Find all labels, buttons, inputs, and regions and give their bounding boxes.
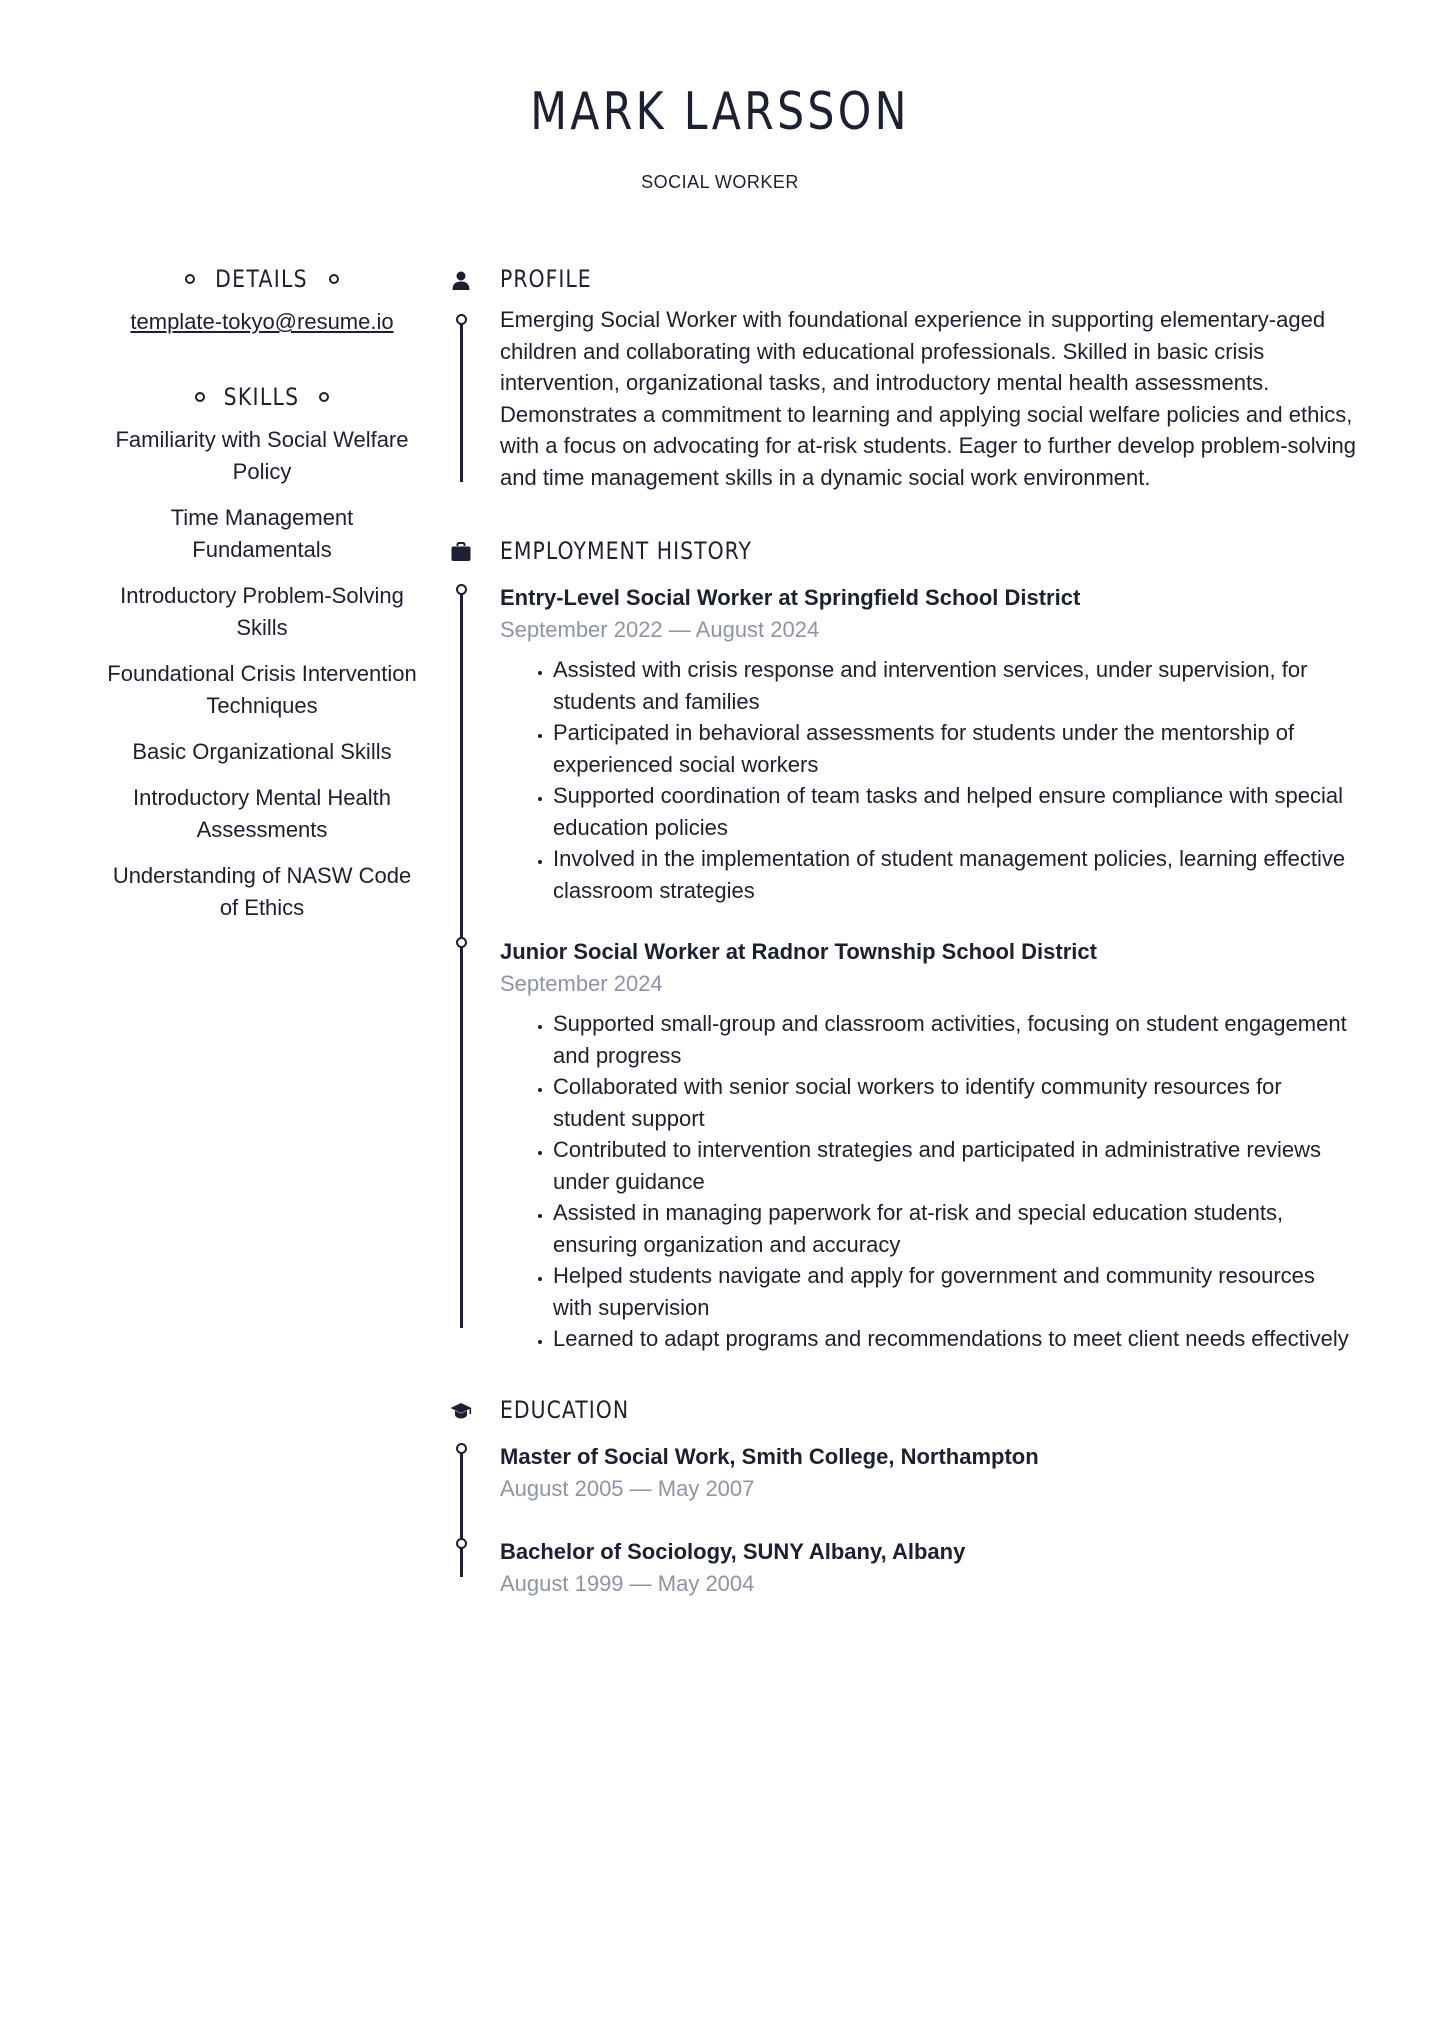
timeline-dot [456, 584, 467, 595]
education-title: Master of Social Work, Smith College, Northampton [500, 1443, 1039, 1469]
education-entry [500, 1536, 1360, 1600]
job-dates: September 2022 — August 2024 [500, 617, 820, 642]
job-dates: September 2024 [500, 971, 663, 996]
education-title: Bachelor of Sociology, SUNY Albany, Albany [500, 1538, 966, 1564]
job-title: Junior Social Worker at Radnor Township School District [500, 939, 1097, 964]
skills-heading [92, 380, 432, 414]
job-bullet: • Involved in the implementation of student management policies, learning effective classroom strategies [553, 843, 1360, 906]
timeline-dot [456, 1538, 467, 1549]
profile-section [440, 262, 1360, 502]
education-entry [500, 1441, 1360, 1505]
job-bullet: • Contributed to intervention strategies and participated in administrative reviews under guidance [553, 1134, 1360, 1197]
job-bullet: • Helped students navigate and apply for government and community resources with supervision [553, 1260, 1360, 1323]
ring-icon [195, 392, 205, 402]
person-icon [450, 269, 472, 291]
job-bullets [500, 1008, 1360, 1355]
profile-heading: PROFILE [500, 265, 592, 293]
education-dates: August 2005 — May 2007 [500, 1475, 755, 1501]
job-bullet: • Collaborated with senior social workers to identify community resources for student support [553, 1071, 1360, 1134]
ring-icon [329, 274, 339, 284]
job-title: Entry-Level Social Worker at Springfield School District [500, 585, 1081, 610]
timeline-dot [456, 314, 467, 325]
job-bullets [500, 654, 1360, 906]
skill-item: Understanding of NASW Code of Ethics [112, 863, 412, 920]
job-bullet: • Assisted in managing paperwork for at-risk and special education students, ensuring organization and accuracy [553, 1197, 1360, 1260]
skill-item: Basic Organizational Skills [132, 739, 392, 764]
timeline-dot [456, 1443, 467, 1454]
timeline-dot [456, 937, 467, 948]
left-column [92, 262, 432, 924]
skill-item: Introductory Problem-Solving Skills [120, 583, 404, 640]
resume-header [0, 78, 1440, 193]
education-heading: EDUCATION [500, 1395, 630, 1424]
details-heading [92, 262, 432, 296]
job-bullet: • Learned to adapt programs and recommendations to meet client needs effectively [553, 1323, 1360, 1355]
timeline-line [460, 588, 463, 1328]
employment-section [440, 534, 1360, 1355]
job-entry [500, 582, 1360, 906]
ring-icon [319, 392, 329, 402]
job-bullet: • Supported coordination of team tasks and helped ensure compliance with special education policies [553, 780, 1360, 843]
skills-list [92, 424, 432, 924]
ring-icon [185, 274, 195, 284]
candidate-title: SOCIAL WORKER [641, 172, 799, 192]
details-heading-label: DETAILS [215, 265, 309, 293]
job-bullet: • Assisted with crisis response and intervention services, under supervision, for students and families [553, 654, 1360, 717]
skills-heading-label: SKILLS [224, 383, 300, 411]
skill-item: Familiarity with Social Welfare Policy [115, 427, 409, 484]
education-section [440, 1393, 1360, 1600]
skill-item: Time Management Fundamentals [170, 505, 354, 562]
skill-item: Introductory Mental Health Assessments [132, 785, 392, 842]
graduation-cap-icon [450, 1400, 472, 1422]
skill-item: Foundational Crisis Intervention Techniques [107, 661, 417, 718]
timeline-line [460, 1447, 463, 1577]
candidate-name: MARK LARSSON [530, 82, 910, 142]
job-entry [500, 936, 1360, 1355]
profile-text: Emerging Social Worker with foundational experience in supporting elementary-aged children and collaborating with educational professionals. Skilled in basic crisis intervention, organizational tasks, and introductory mental health assessments. Demonstrates a commitment to learning and applying social welfare policies and ethics, with a focus on advocating for at-risk students. Eager to further develop problem-solving and time management skills in a dynamic social work environment. [500, 307, 1357, 490]
job-bullet: • Supported small-group and classroom activities, focusing on student engagement and progress [553, 1008, 1360, 1071]
education-dates: August 1999 — May 2004 [500, 1570, 755, 1596]
right-column [440, 262, 1360, 1600]
timeline-line [460, 314, 463, 482]
job-bullet: • Participated in behavioral assessments for students under the mentorship of experienced social workers [553, 717, 1360, 780]
briefcase-icon [450, 541, 472, 563]
email-link[interactable]: template-tokyo@resume.io [130, 309, 394, 334]
employment-heading: EMPLOYMENT HISTORY [500, 537, 753, 565]
